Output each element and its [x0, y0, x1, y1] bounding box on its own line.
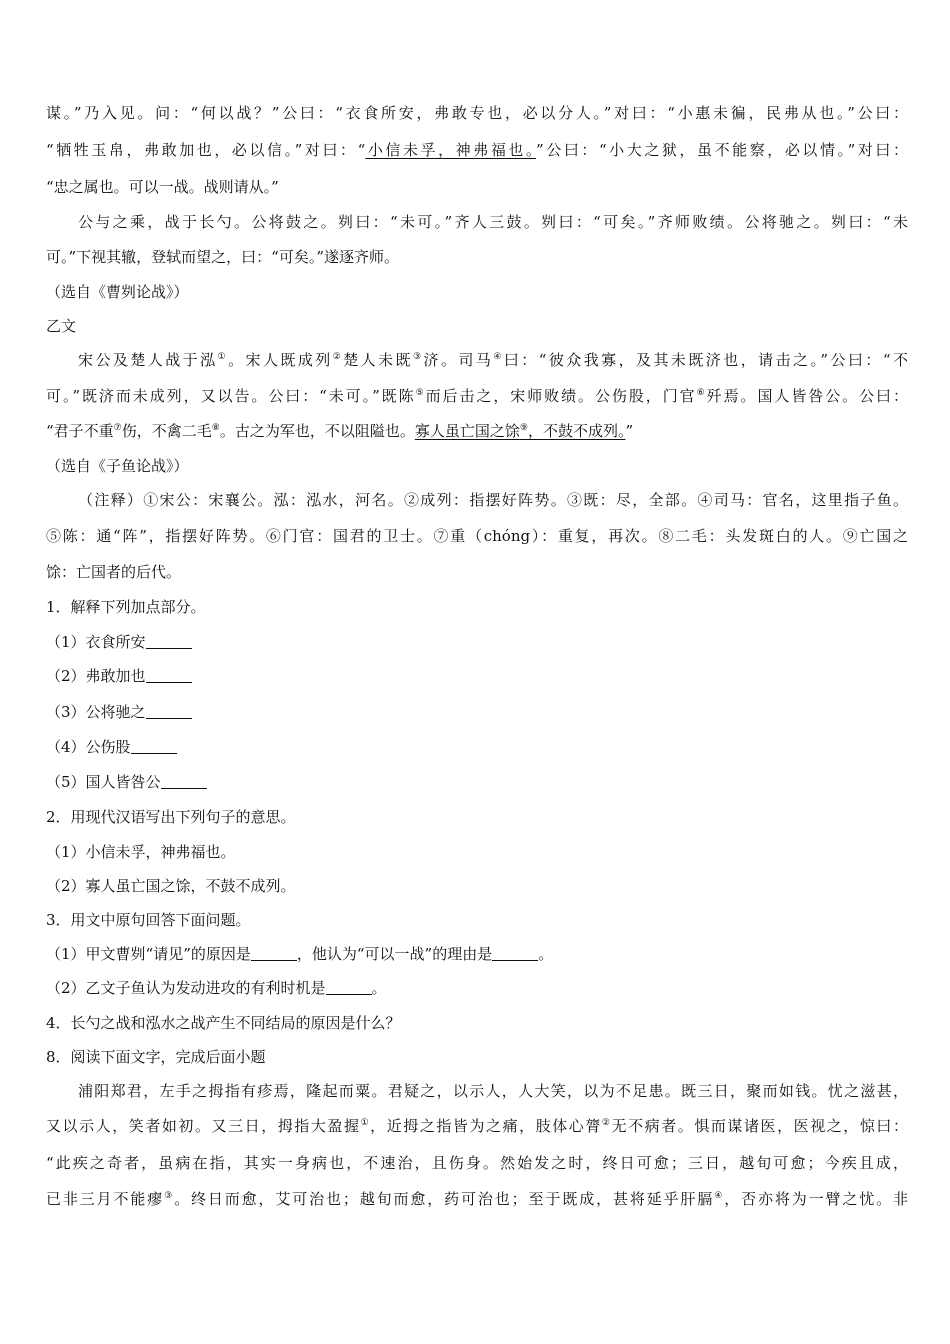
underlined-sentence: 寡人虽亡国之馀⑨，不鼓不成列。	[414, 422, 626, 440]
question-1-item: （3）公将驰之	[46, 702, 908, 722]
footnote-marker: ②	[601, 1118, 612, 1128]
passage-a-line-3: “忠之属也。可以一战。战则请从。”	[46, 178, 279, 196]
answer-blank[interactable]	[146, 634, 192, 649]
answer-blank[interactable]	[146, 704, 192, 719]
section-8-heading: 8．阅读下面文字，完成后面小题	[46, 1048, 266, 1066]
passage-a-source: （选自《曹刿论战》）	[46, 283, 189, 301]
footnote-marker: ④	[493, 352, 504, 362]
question-2-item: （1）小信未孚，神弗福也。	[46, 843, 236, 861]
answer-blank[interactable]	[326, 980, 372, 995]
question-4: 4．长勺之战和泓水之战产生不同结局的原因是什么？	[46, 1014, 401, 1032]
section-8-line-1: 浦阳郑君，左手之拇指有疹焉，隆起而粟。君疑之，以示人，人大笑，以为不足患。既三日，聚而如钱。忧之滋甚，	[78, 1082, 908, 1100]
question-2-item: （2）寡人虽亡国之馀，不鼓不成列。	[46, 877, 296, 895]
passage-b-line-1: 宋公及楚人战于泓①。宋人既成列②楚人未既③济。司马④曰：“彼众我寡，及其未既济也，请击之。”公曰：“不	[78, 351, 908, 369]
question-3-item-1: （1）甲文曹刿“请见”的原因是 ，他认为“可以一战”的理由是 。	[46, 945, 554, 963]
question-2: 2．用现代汉语写出下列句子的意思。	[46, 808, 296, 826]
footnote-marker: ①	[360, 1118, 371, 1128]
answer-blank[interactable]	[131, 739, 177, 754]
notes-line-3: 馀：亡国者的后代。	[46, 563, 182, 581]
question-1: 1．解释下列加点部分。	[46, 598, 206, 616]
footnote-marker: ④	[714, 1191, 725, 1201]
passage-a-line-2: “牺牲玉帛，弗敢加也，必以信。”对曰：“小信未孚，神弗福也。”公曰：“小大之狱，虽不能察，必以情。”对曰：	[46, 141, 908, 159]
footnote-marker: ⑦	[113, 423, 122, 433]
passage-b-line-2: 可。”既济而未成列，又以告。公曰：“未可。”既陈⑤而后击之，宋师败绩。公伤股，门官⑥歼焉。国人皆咎公。公曰：	[46, 387, 908, 405]
underlined-sentence: 小信未孚，神弗福也。	[365, 141, 537, 159]
section-8-line-4: 已非三月不能瘳③。终日而愈，艾可治也；越旬而愈，药可治也；至于既成，甚将延乎肝膈④，否亦将为一臂之忧。非	[46, 1190, 908, 1208]
section-8-line-2: 又以示人，笑者如初。又三日，拇指大盈握①，近拇之指皆为之痛，肢体心膂②无不病者。惧而谋诸医，医视之，惊曰：	[46, 1117, 908, 1135]
passage-a-line-4: 公与之乘，战于长勺。公将鼓之。刿曰：“未可。”齐人三鼓。刿曰：“可矣。”齐师败绩。公将驰之。刿曰：“未	[78, 213, 908, 231]
footnote-marker: ⑥	[696, 388, 707, 398]
answer-blank[interactable]	[146, 668, 192, 683]
notes-line-2: ⑤陈：通“阵”，指摆好阵势。⑥门官：国君的卫士。⑦重（chóng）：重复，再次。⑧二毛：头发斑白的人。⑨亡国之	[46, 527, 908, 545]
question-3-item-2: （2）乙文子鱼认为发动进攻的有利时机是 。	[46, 979, 387, 997]
footnote-marker: ①	[217, 352, 229, 362]
footnote-marker: ③	[413, 352, 424, 362]
question-1-item: （5）国人皆咎公	[46, 772, 908, 792]
passage-b-line-3: “君子不重⑦伤，不禽二毛⑧。古之为军也，不以阻隘也。寡人虽亡国之馀⑨，不鼓不成列。”	[46, 422, 634, 440]
question-1-item: （4）公伤股	[46, 737, 908, 757]
footnote-marker: ⑧	[211, 423, 220, 433]
passage-a-line-5: 可。”下视其辙，登轼而望之，曰：“可矣。”遂逐齐师。	[46, 248, 400, 266]
passage-a-line-1: 谋。”乃入见。问：“何以战？”公曰：“衣食所安，弗敢专也，必以分人。”对曰：“小惠未徧，民弗从也。”公曰：	[46, 104, 908, 122]
question-1-item: （1）衣食所安	[46, 632, 908, 652]
question-3: 3．用文中原句回答下面问题。	[46, 911, 251, 929]
notes-line-1: （注释）①宋公：宋襄公。泓：泓水，河名。②成列：指摆好阵势。③既：尽，全部。④司马：官名，这里指子鱼。	[78, 491, 908, 509]
answer-blank[interactable]	[492, 946, 538, 961]
question-1-item: （2）弗敢加也	[46, 666, 908, 686]
footnote-marker: ③	[164, 1191, 175, 1201]
section-8-line-3: “此疾之奇者，虽病在指，其实一身病也，不速治，且伤身。然始发之时，终日可愈；三日，越旬可愈；今疾且成，	[46, 1154, 908, 1172]
passage-b-source: （选自《子鱼论战》）	[46, 457, 189, 475]
answer-blank[interactable]	[161, 774, 207, 789]
answer-blank[interactable]	[251, 946, 297, 961]
passage-b-heading: 乙文	[46, 317, 77, 335]
footnote-marker: ②	[332, 352, 344, 362]
footnote-marker: ⑤	[415, 388, 426, 398]
